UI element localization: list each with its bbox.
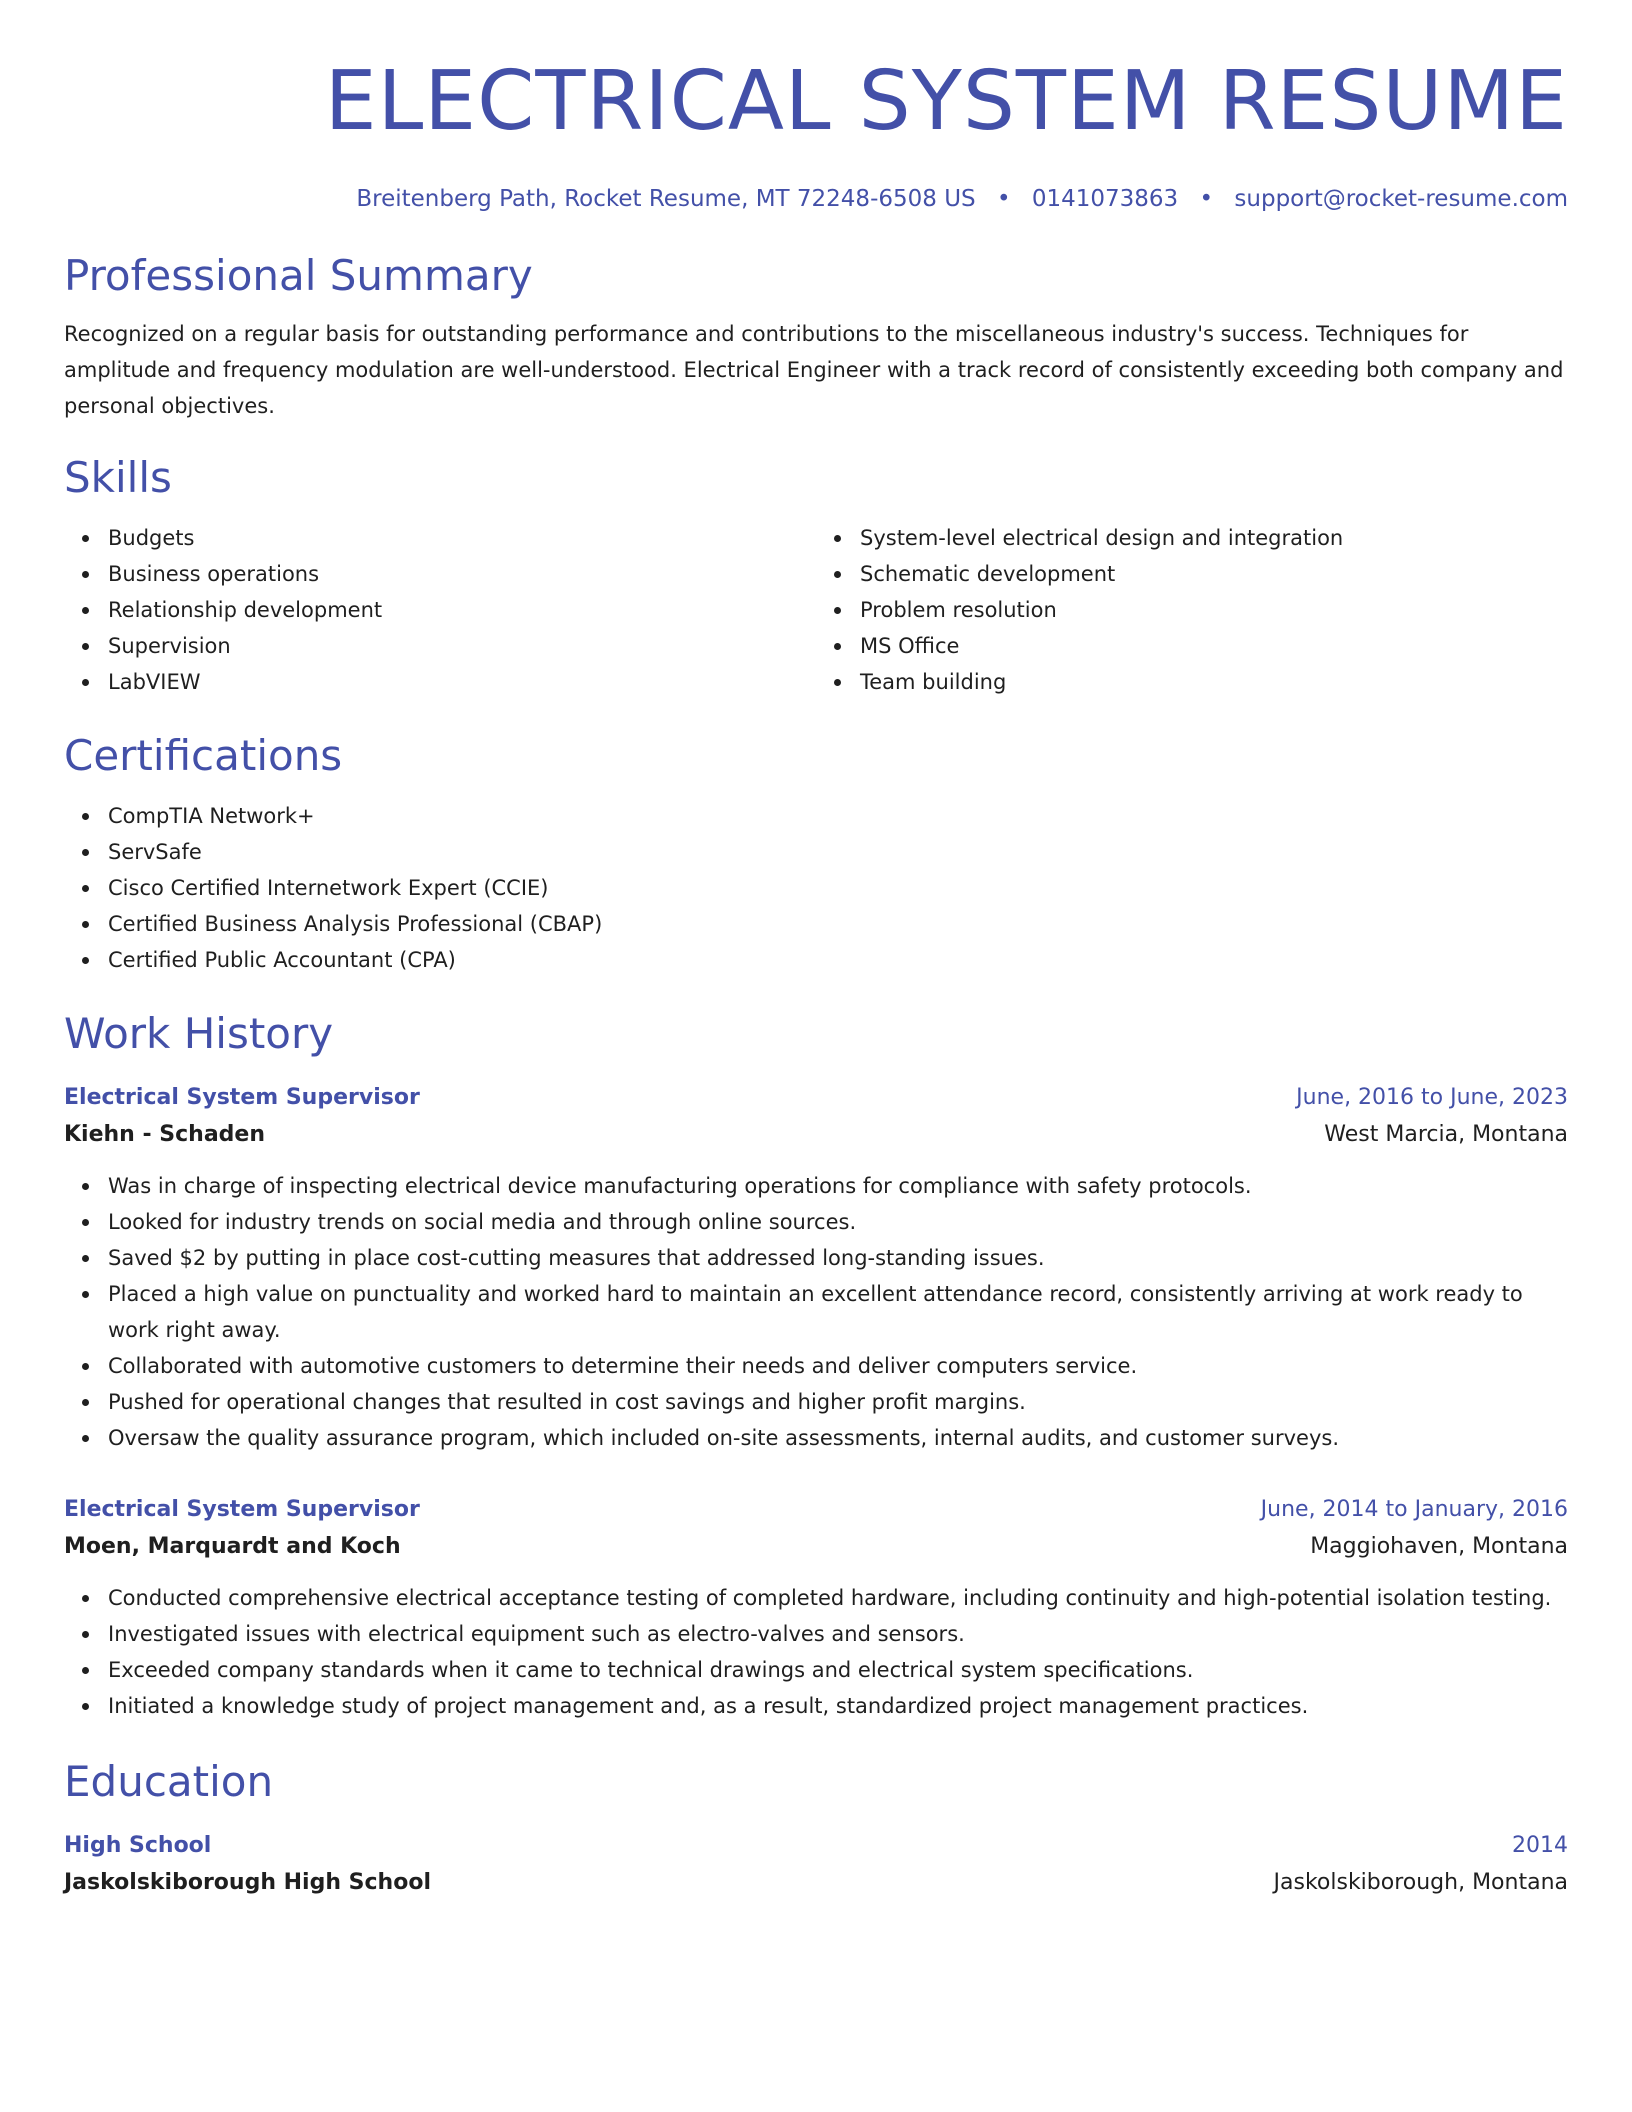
education-school-row bbox=[64, 1864, 1568, 1902]
education-degree: High School bbox=[64, 1833, 212, 1858]
list-item: Investigated issues with electrical equipment such as electro-valves and sensors. bbox=[108, 1616, 1568, 1652]
list-item: Saved $2 by putting in place cost-cutting measures that addressed long-standing issues. bbox=[108, 1240, 1568, 1276]
list-item: MS Office bbox=[860, 628, 1568, 664]
contact-phone: 0141073863 bbox=[1031, 186, 1179, 212]
list-item: Schematic development bbox=[860, 556, 1568, 592]
list-item: ServSafe bbox=[108, 834, 1568, 870]
list-item: Conducted comprehensive electrical acceptance testing of completed hardware, including continuity and high-potential isolation testing. bbox=[108, 1580, 1568, 1616]
summary-text: Recognized on a regular basis for outstanding performance and contributions to the miscellaneous industry's success. Techniques for amplitude and frequency modulation are well-understood. Electrical Engineer with a track record of consistently exceeding both company and personal objectives. bbox=[64, 322, 1564, 418]
list-item: Relationship development bbox=[108, 592, 816, 628]
job-bullets bbox=[64, 1580, 1568, 1724]
job-company: Kiehn - Schaden bbox=[64, 1122, 266, 1147]
list-item: Budgets bbox=[108, 520, 816, 556]
skills-list-left bbox=[64, 520, 816, 700]
contact-separator: • bbox=[1199, 186, 1214, 212]
contact-line bbox=[64, 182, 1568, 216]
education-entry bbox=[64, 1828, 1568, 1902]
skills-list-right bbox=[816, 520, 1568, 700]
job-company-row bbox=[64, 1528, 1568, 1566]
list-item: System-level electrical design and integration bbox=[860, 520, 1568, 556]
education-year: 2014 bbox=[1512, 1833, 1568, 1858]
list-item: Collaborated with automotive customers to determine their needs and deliver computers service. bbox=[108, 1348, 1568, 1384]
list-item: CompTIA Network+ bbox=[108, 798, 1568, 834]
job-entry bbox=[64, 1492, 1568, 1724]
list-item: Oversaw the quality assurance program, which included on-site assessments, internal audits, and customer surveys. bbox=[108, 1420, 1568, 1456]
job-entry bbox=[64, 1080, 1568, 1456]
education-school: Jaskolskiborough High School bbox=[64, 1870, 431, 1895]
list-item: Business operations bbox=[108, 556, 816, 592]
list-item: Looked for industry trends on social media and through online sources. bbox=[108, 1204, 1568, 1240]
list-item: Certified Public Accountant (CPA) bbox=[108, 942, 1568, 978]
summary-section bbox=[64, 250, 1568, 424]
skills-grid bbox=[64, 520, 1568, 700]
education-location: Jaskolskiborough, Montana bbox=[1273, 1870, 1568, 1895]
job-company-row bbox=[64, 1116, 1568, 1154]
list-item: Pushed for operational changes that resulted in cost savings and higher profit margins. bbox=[108, 1384, 1568, 1420]
list-item: Cisco Certified Internetwork Expert (CCIE) bbox=[108, 870, 1568, 906]
list-item: Supervision bbox=[108, 628, 816, 664]
list-item: Initiated a knowledge study of project management and, as a result, standardized project management practices. bbox=[108, 1688, 1568, 1724]
list-item: Problem resolution bbox=[860, 592, 1568, 628]
list-item: Placed a high value on punctuality and worked hard to maintain an excellent attendance record, consistently arriving at work ready to work right away. bbox=[108, 1276, 1568, 1348]
certifications-section bbox=[64, 730, 1568, 978]
job-header-row bbox=[64, 1492, 1568, 1528]
section-title-work: Work History bbox=[64, 1009, 334, 1058]
list-item: Was in charge of inspecting electrical device manufacturing operations for compliance with safety protocols. bbox=[108, 1168, 1568, 1204]
section-title-summary: Professional Summary bbox=[64, 251, 533, 300]
job-company: Moen, Marquardt and Koch bbox=[64, 1534, 401, 1559]
certifications-list bbox=[64, 798, 1568, 978]
education-header-row bbox=[64, 1828, 1568, 1864]
list-item: Certified Business Analysis Professional (CBAP) bbox=[108, 906, 1568, 942]
job-dates: June, 2016 to June, 2023 bbox=[1296, 1085, 1568, 1110]
section-title-education: Education bbox=[64, 1757, 274, 1806]
job-bullets bbox=[64, 1168, 1568, 1456]
list-item: Exceeded company standards when it came to technical drawings and electrical system specifications. bbox=[108, 1652, 1568, 1688]
education-section bbox=[64, 1756, 1568, 1902]
list-item: LabVIEW bbox=[108, 664, 816, 700]
section-title-certifications: Certifications bbox=[64, 731, 343, 780]
contact-address: Breitenberg Path, Rocket Resume, MT 72248-6508 US bbox=[356, 186, 976, 212]
job-location: West Marcia, Montana bbox=[1324, 1122, 1568, 1147]
contact-email: support@rocket-resume.com bbox=[1234, 186, 1568, 212]
skills-section bbox=[64, 452, 1568, 700]
resume-header bbox=[64, 0, 1568, 216]
job-header-row bbox=[64, 1080, 1568, 1116]
contact-separator: • bbox=[996, 186, 1011, 212]
job-location: Maggiohaven, Montana bbox=[1310, 1534, 1568, 1559]
job-title: Electrical System Supervisor bbox=[64, 1497, 420, 1522]
work-history-section bbox=[64, 1008, 1568, 1724]
job-dates: June, 2014 to January, 2016 bbox=[1260, 1497, 1568, 1522]
section-title-skills: Skills bbox=[64, 453, 172, 502]
job-title: Electrical System Supervisor bbox=[64, 1085, 420, 1110]
list-item: Team building bbox=[860, 664, 1568, 700]
resume-title: ELECTRICAL SYSTEM RESUME bbox=[324, 54, 1568, 149]
